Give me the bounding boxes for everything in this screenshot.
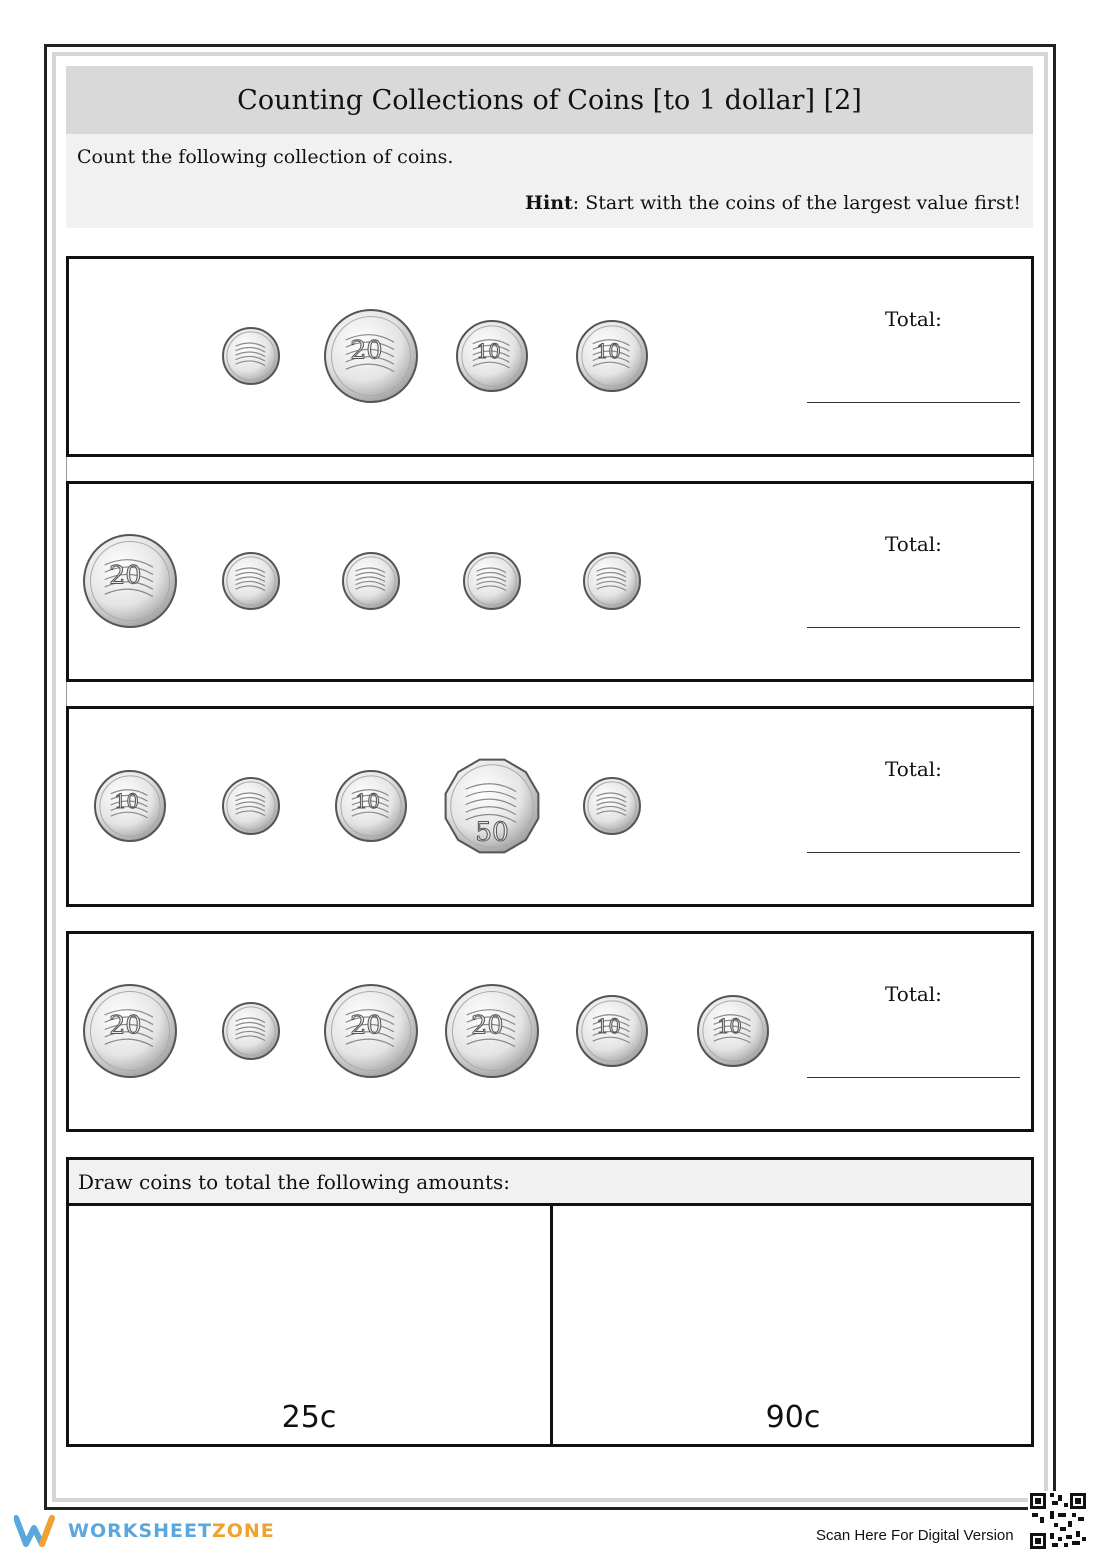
svg-text:10: 10 <box>596 339 621 363</box>
brand-name <box>68 1520 275 1542</box>
scan-text: Scan Here For Digital Version <box>816 1527 1014 1544</box>
svg-text:10: 10 <box>596 1014 621 1038</box>
coin-5c-icon <box>461 550 523 616</box>
coin-20c-icon <box>81 532 179 634</box>
coin-10c-icon <box>574 993 650 1073</box>
brand-name-part1: WORKSHEET <box>68 1520 212 1542</box>
coin-5c-icon <box>581 550 643 616</box>
total-answer-line[interactable] <box>807 627 1020 628</box>
svg-text:20: 20 <box>109 1010 142 1040</box>
svg-text:20: 20 <box>350 1010 383 1040</box>
coin-5c-icon <box>220 325 282 391</box>
svg-text:20: 20 <box>471 1010 504 1040</box>
brand-name-part2: ZONE <box>211 1520 275 1542</box>
total-answer-line[interactable] <box>807 402 1020 403</box>
coin-5c-icon <box>220 550 282 616</box>
total-answer-line[interactable] <box>807 1077 1020 1078</box>
coin-5c-icon <box>581 775 643 841</box>
total-label: Total: <box>885 307 942 331</box>
svg-text:10: 10 <box>476 339 501 363</box>
total-label: Total: <box>885 757 942 781</box>
coin-10c-icon <box>574 318 650 398</box>
svg-text:20: 20 <box>350 335 383 365</box>
coin-10c-icon <box>92 768 168 848</box>
worksheet-title <box>66 66 1033 134</box>
coin-10c-icon <box>333 768 409 848</box>
coin-10c-icon <box>454 318 530 398</box>
row-connector <box>66 682 1034 708</box>
coin-50c-icon <box>441 755 543 861</box>
draw-section-header <box>66 1157 1034 1205</box>
draw-heading: Draw coins to total the following amounts: <box>78 1170 511 1194</box>
coin-10c-icon <box>695 993 771 1073</box>
draw-amount-2: 90c <box>765 1400 821 1435</box>
coin-row-3 <box>66 706 1034 907</box>
brand-logo-icon <box>14 1514 62 1548</box>
draw-amount-1: 25c <box>281 1400 337 1435</box>
hint-text <box>525 192 1021 214</box>
svg-text:10: 10 <box>114 789 139 813</box>
coin-20c-icon <box>322 982 420 1084</box>
total-label: Total: <box>885 982 942 1006</box>
draw-area <box>66 1203 1034 1447</box>
hint-label: Hint <box>525 192 573 214</box>
svg-text:10: 10 <box>717 1014 742 1038</box>
brand-logo <box>14 1514 275 1548</box>
coin-5c-icon <box>220 1000 282 1066</box>
coin-5c-icon <box>340 550 402 616</box>
svg-text:10: 10 <box>355 789 380 813</box>
coin-20c-icon <box>81 982 179 1084</box>
coin-20c-icon <box>322 307 420 409</box>
qr-code-icon[interactable] <box>1028 1491 1088 1551</box>
total-answer-line[interactable] <box>807 852 1020 853</box>
coin-20c-icon <box>443 982 541 1084</box>
coin-row-2 <box>66 481 1034 682</box>
coin-row-4 <box>66 931 1034 1132</box>
svg-text:20: 20 <box>109 560 142 590</box>
total-label: Total: <box>885 532 942 556</box>
row-connector <box>66 457 1034 483</box>
title-text: Counting Collections of Coins [to 1 dollar] [2] <box>237 84 862 116</box>
instructions-panel <box>66 134 1033 228</box>
coin-row-1 <box>66 256 1034 457</box>
coin-5c-icon <box>220 775 282 841</box>
instruction-text: Count the following collection of coins. <box>77 146 454 168</box>
svg-text:50: 50 <box>475 816 509 848</box>
hint-body: : Start with the coins of the largest value first! <box>572 192 1021 214</box>
